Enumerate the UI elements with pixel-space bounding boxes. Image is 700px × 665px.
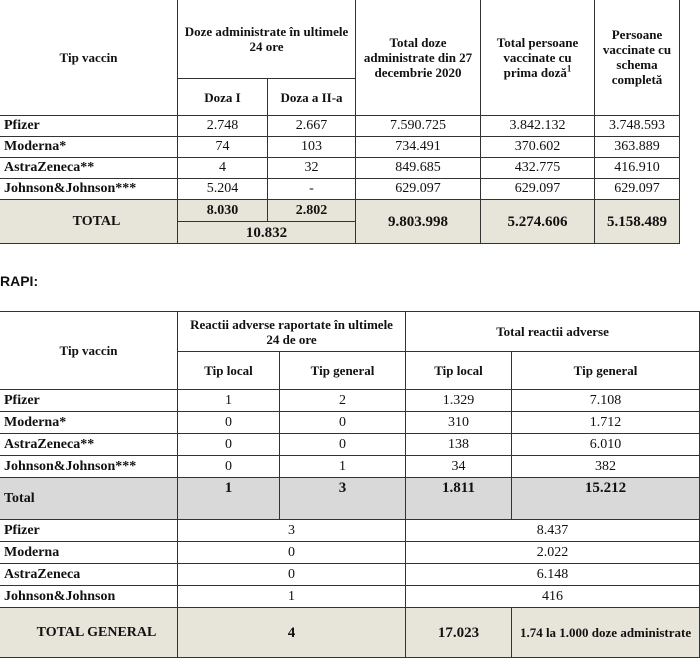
summary-row: [0, 586, 700, 608]
cell-doza1: 2.748: [178, 116, 268, 137]
cell-doza2: -: [268, 179, 356, 200]
header-tip-local-total: Tip local: [406, 352, 512, 390]
cell-local-24h: 1: [178, 390, 280, 412]
cell-general-total: 6.010: [512, 434, 700, 456]
cell-general-total: 1.712: [512, 412, 700, 434]
total-row: [0, 200, 680, 222]
header-tip-vaccin: Tip vaccin: [0, 312, 178, 390]
total-completa: 5.158.489: [595, 200, 680, 244]
cell-prima: 3.842.132: [481, 116, 595, 137]
total-label: TOTAL: [0, 200, 178, 244]
total-general-total: 15.212: [512, 478, 700, 520]
table-row: [0, 434, 700, 456]
cell-doza2: 32: [268, 158, 356, 179]
summary-row: [0, 542, 700, 564]
vaccine-name: Moderna*: [0, 412, 178, 434]
cell-total-all: 2.022: [406, 542, 700, 564]
total-local-24h: 1: [178, 478, 280, 520]
cell-total-all: 416: [406, 586, 700, 608]
vaccine-name: Johnson&Johnson***: [0, 179, 178, 200]
vaccination-table: [0, 0, 680, 244]
header-tip-local: Tip local: [178, 352, 280, 390]
header-doza-1: Doza I: [178, 79, 268, 116]
header-reactii-24h: Reactii adverse raportate în ultimele 24 de ore: [178, 312, 406, 352]
grand-total-row: [0, 608, 700, 658]
cell-total-24h: 0: [178, 564, 406, 586]
cell-local-total: 1.329: [406, 390, 512, 412]
cell-local-24h: 0: [178, 456, 280, 478]
cell-local-total: 310: [406, 412, 512, 434]
cell-completa: 416.910: [595, 158, 680, 179]
vaccine-name: Johnson&Johnson***: [0, 456, 178, 478]
total-doze: 9.803.998: [356, 200, 481, 244]
cell-local-total: 138: [406, 434, 512, 456]
total-prima: 5.274.606: [481, 200, 595, 244]
cell-total: 849.685: [356, 158, 481, 179]
table-row: [0, 456, 700, 478]
cell-total: 629.097: [356, 179, 481, 200]
header-doza-2: Doza a II-a: [268, 79, 356, 116]
cell-general-24h: 0: [280, 412, 406, 434]
section-caption: RAPI:: [0, 273, 39, 289]
vaccine-name: Moderna*: [0, 137, 178, 158]
cell-general-24h: 0: [280, 434, 406, 456]
vaccine-name: AstraZeneca**: [0, 434, 178, 456]
table-row: [0, 137, 680, 158]
cell-total: 734.491: [356, 137, 481, 158]
header-tip-general-total: Tip general: [512, 352, 700, 390]
table-row: [0, 158, 680, 179]
summary-row: [0, 520, 700, 542]
cell-doza2: 103: [268, 137, 356, 158]
cell-prima: 432.775: [481, 158, 595, 179]
cell-completa: 363.889: [595, 137, 680, 158]
header-tip-vaccin: Tip vaccin: [0, 0, 178, 116]
table-row: [0, 179, 680, 200]
header-total-prima: Total persoane vaccinate cu prima doză$^1$: [481, 0, 595, 116]
cell-prima: 629.097: [481, 179, 595, 200]
vaccine-name: Moderna: [0, 542, 178, 564]
vaccine-name: AstraZeneca: [0, 564, 178, 586]
cell-total: 7.590.725: [356, 116, 481, 137]
total-doza1: 8.030: [178, 200, 268, 222]
header-total-doze: Total doze administrate din 27 decembrie 2020: [356, 0, 481, 116]
total-sum-24h: 10.832: [178, 222, 356, 244]
vaccine-name: Pfizer: [0, 520, 178, 542]
cell-completa: 629.097: [595, 179, 680, 200]
cell-general-total: 7.108: [512, 390, 700, 412]
cell-prima: 370.602: [481, 137, 595, 158]
total-row: [0, 478, 700, 520]
header-tip-general: Tip general: [280, 352, 406, 390]
cell-completa: 3.748.593: [595, 116, 680, 137]
header-total-reactii: Total reactii adverse: [406, 312, 700, 352]
cell-doza1: 5.204: [178, 179, 268, 200]
cell-total-all: 8.437: [406, 520, 700, 542]
cell-doza1: 74: [178, 137, 268, 158]
cell-total-all: 6.148: [406, 564, 700, 586]
total-local-total: 1.811: [406, 478, 512, 520]
cell-local-24h: 0: [178, 434, 280, 456]
vaccine-name: AstraZeneca**: [0, 158, 178, 179]
adverse-reactions-table: [0, 311, 700, 658]
cell-total-24h: 3: [178, 520, 406, 542]
vaccine-name: Johnson&Johnson: [0, 586, 178, 608]
grand-total-label: TOTAL GENERAL: [0, 608, 178, 658]
cell-doza2: 2.667: [268, 116, 356, 137]
table-row: [0, 412, 700, 434]
cell-general-total: 382: [512, 456, 700, 478]
table-row: [0, 390, 700, 412]
cell-total-24h: 1: [178, 586, 406, 608]
cell-doza1: 4: [178, 158, 268, 179]
summary-row: [0, 564, 700, 586]
table-row: [0, 116, 680, 137]
grand-total-24h: 4: [178, 608, 406, 658]
grand-total-rate: 1.74 la 1.000 doze administrate: [512, 608, 700, 658]
cell-general-24h: 2: [280, 390, 406, 412]
cell-total-24h: 0: [178, 542, 406, 564]
vaccine-name: Pfizer: [0, 116, 178, 137]
cell-local-total: 34: [406, 456, 512, 478]
total-general-24h: 3: [280, 478, 406, 520]
grand-total-all: 17.023: [406, 608, 512, 658]
header-doze-24h: Doze administrate în ultimele 24 ore: [178, 0, 356, 79]
header-schema-completa: Persoane vaccinate cu schema completă: [595, 0, 680, 116]
cell-general-24h: 1: [280, 456, 406, 478]
total-label: Total: [0, 478, 178, 520]
vaccine-name: Pfizer: [0, 390, 178, 412]
cell-local-24h: 0: [178, 412, 280, 434]
total-doza2: 2.802: [268, 200, 356, 222]
